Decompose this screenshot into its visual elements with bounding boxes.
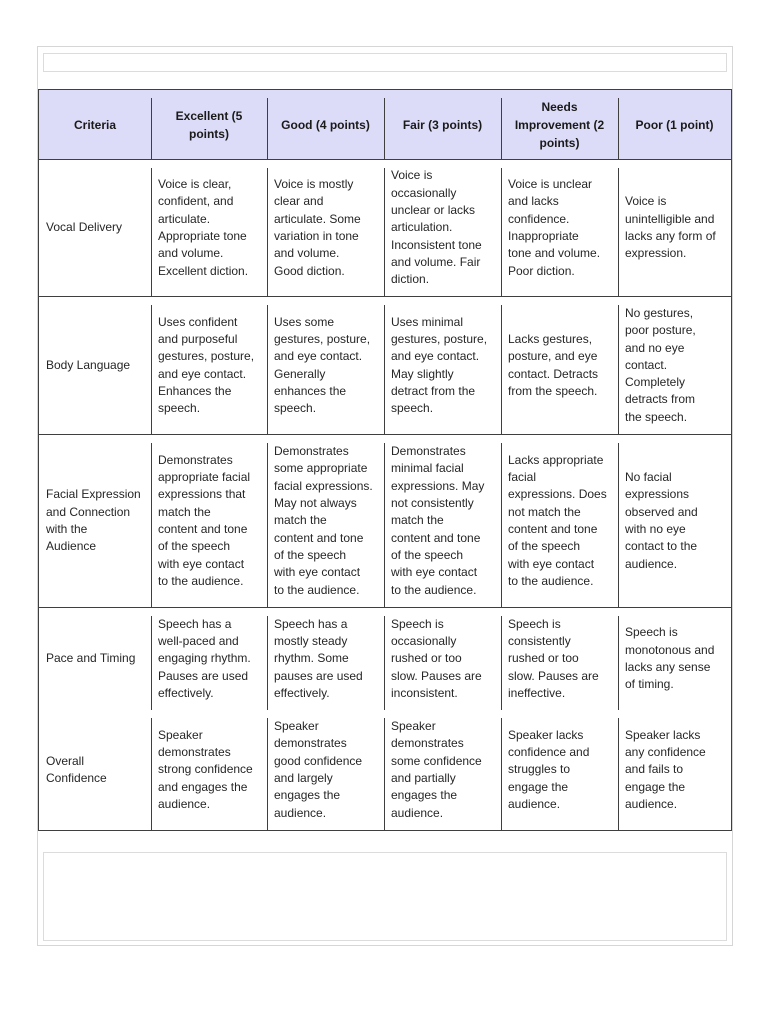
- vocal-delivery-fair: Voice is occasionally unclear or lacks articulation. Inconsistent tone and volume. Fair diction.: [384, 159, 501, 296]
- facial-expression-poor: No facial expressions observed and with no eye contact to the audience.: [618, 434, 731, 607]
- facial-expression-good: Demonstrates some appropriate facial expressions. May not always match the content and tone of the speech with eye contact to the audience.: [267, 434, 384, 607]
- header-fair: Fair (3 points): [384, 90, 501, 159]
- vocal-delivery-excellent: Voice is clear, confident, and articulate. Appropriate tone and volume. Excellent diction.: [151, 159, 267, 296]
- overall-confidence-poor: Speaker lacks any confidence and fails to engage the audience.: [618, 710, 731, 830]
- vocal-delivery-poor: Voice is unintelligible and lacks any form of expression.: [618, 159, 731, 296]
- page-header-box: [43, 53, 727, 72]
- pace-and-timing-needs-improvement: Speech is consistently rushed or too slow. Pauses are ineffective.: [501, 607, 618, 710]
- header-excellent: Excellent (5 points): [151, 90, 267, 159]
- vocal-delivery-needs-improvement: Voice is unclear and lacks confidence. Inappropriate tone and volume. Poor diction.: [501, 159, 618, 296]
- body-language-needs-improvement: Lacks gestures, posture, and eye contact. Detracts from the speech.: [501, 296, 618, 434]
- overall-confidence-fair: Speaker demonstrates some confidence and partially engages the audience.: [384, 710, 501, 830]
- criteria-overall-confidence: Overall Confidence: [46, 753, 107, 785]
- rubric-table: [38, 89, 732, 831]
- pace-and-timing-poor: Speech is monotonous and lacks any sense of timing.: [618, 607, 731, 710]
- criteria-vocal-delivery: Vocal Delivery: [39, 159, 151, 296]
- header-good: Good (4 points): [267, 90, 384, 159]
- pace-and-timing-fair: Speech is occasionally rushed or too slow. Pauses are inconsistent.: [384, 607, 501, 710]
- pace-and-timing-good: Speech has a mostly steady rhythm. Some pauses are used effectively.: [267, 607, 384, 710]
- facial-expression-needs-improvement: Lacks appropriate facial expressions. Does not match the content and tone of the speech with eye contact to the audience.: [501, 434, 618, 607]
- header-criteria: Criteria: [39, 90, 151, 159]
- body-language-good: Uses some gestures, posture, and eye contact. Generally enhances the speech.: [267, 296, 384, 434]
- vocal-delivery-good: Voice is mostly clear and articulate. Some variation in tone and volume. Good diction.: [267, 159, 384, 296]
- criteria-facial-expression: Facial Expression and Connection with the Audience: [39, 434, 151, 607]
- body-language-fair: Uses minimal gestures, posture, and eye contact. May slightly detract from the speech.: [384, 296, 501, 434]
- facial-expression-fair: Demonstrates minimal facial expressions. May not consistently match the content and tone of the speech with eye contact to the audience.: [384, 434, 501, 607]
- overall-confidence-needs-improvement: Speaker lacks confidence and struggles to engage the audience.: [501, 710, 618, 830]
- header-poor: Poor (1 point): [618, 90, 731, 159]
- criteria-body-language: Body Language: [39, 296, 151, 434]
- criteria-pace-and-timing: Pace and Timing: [39, 607, 151, 710]
- pace-and-timing-excellent: Speech has a well-paced and engaging rhythm. Pauses are used effectively.: [151, 607, 267, 710]
- header-needs-improvement: Needs Improvement (2 points): [501, 90, 618, 159]
- body-language-poor: No gestures, poor posture, and no eye contact. Completely detracts from the speech.: [618, 296, 731, 434]
- page-footer-box: [43, 852, 727, 941]
- overall-confidence-excellent: Speaker demonstrates strong confidence and engages the audience.: [151, 710, 267, 830]
- body-language-excellent: Uses confident and purposeful gestures, posture, and eye contact. Enhances the speech.: [151, 296, 267, 434]
- facial-expression-excellent: Demonstrates appropriate facial expressions that match the content and tone of the speech with eye contact to the audience.: [151, 434, 267, 607]
- overall-confidence-good: Speaker demonstrates good confidence and largely engages the audience.: [267, 710, 384, 830]
